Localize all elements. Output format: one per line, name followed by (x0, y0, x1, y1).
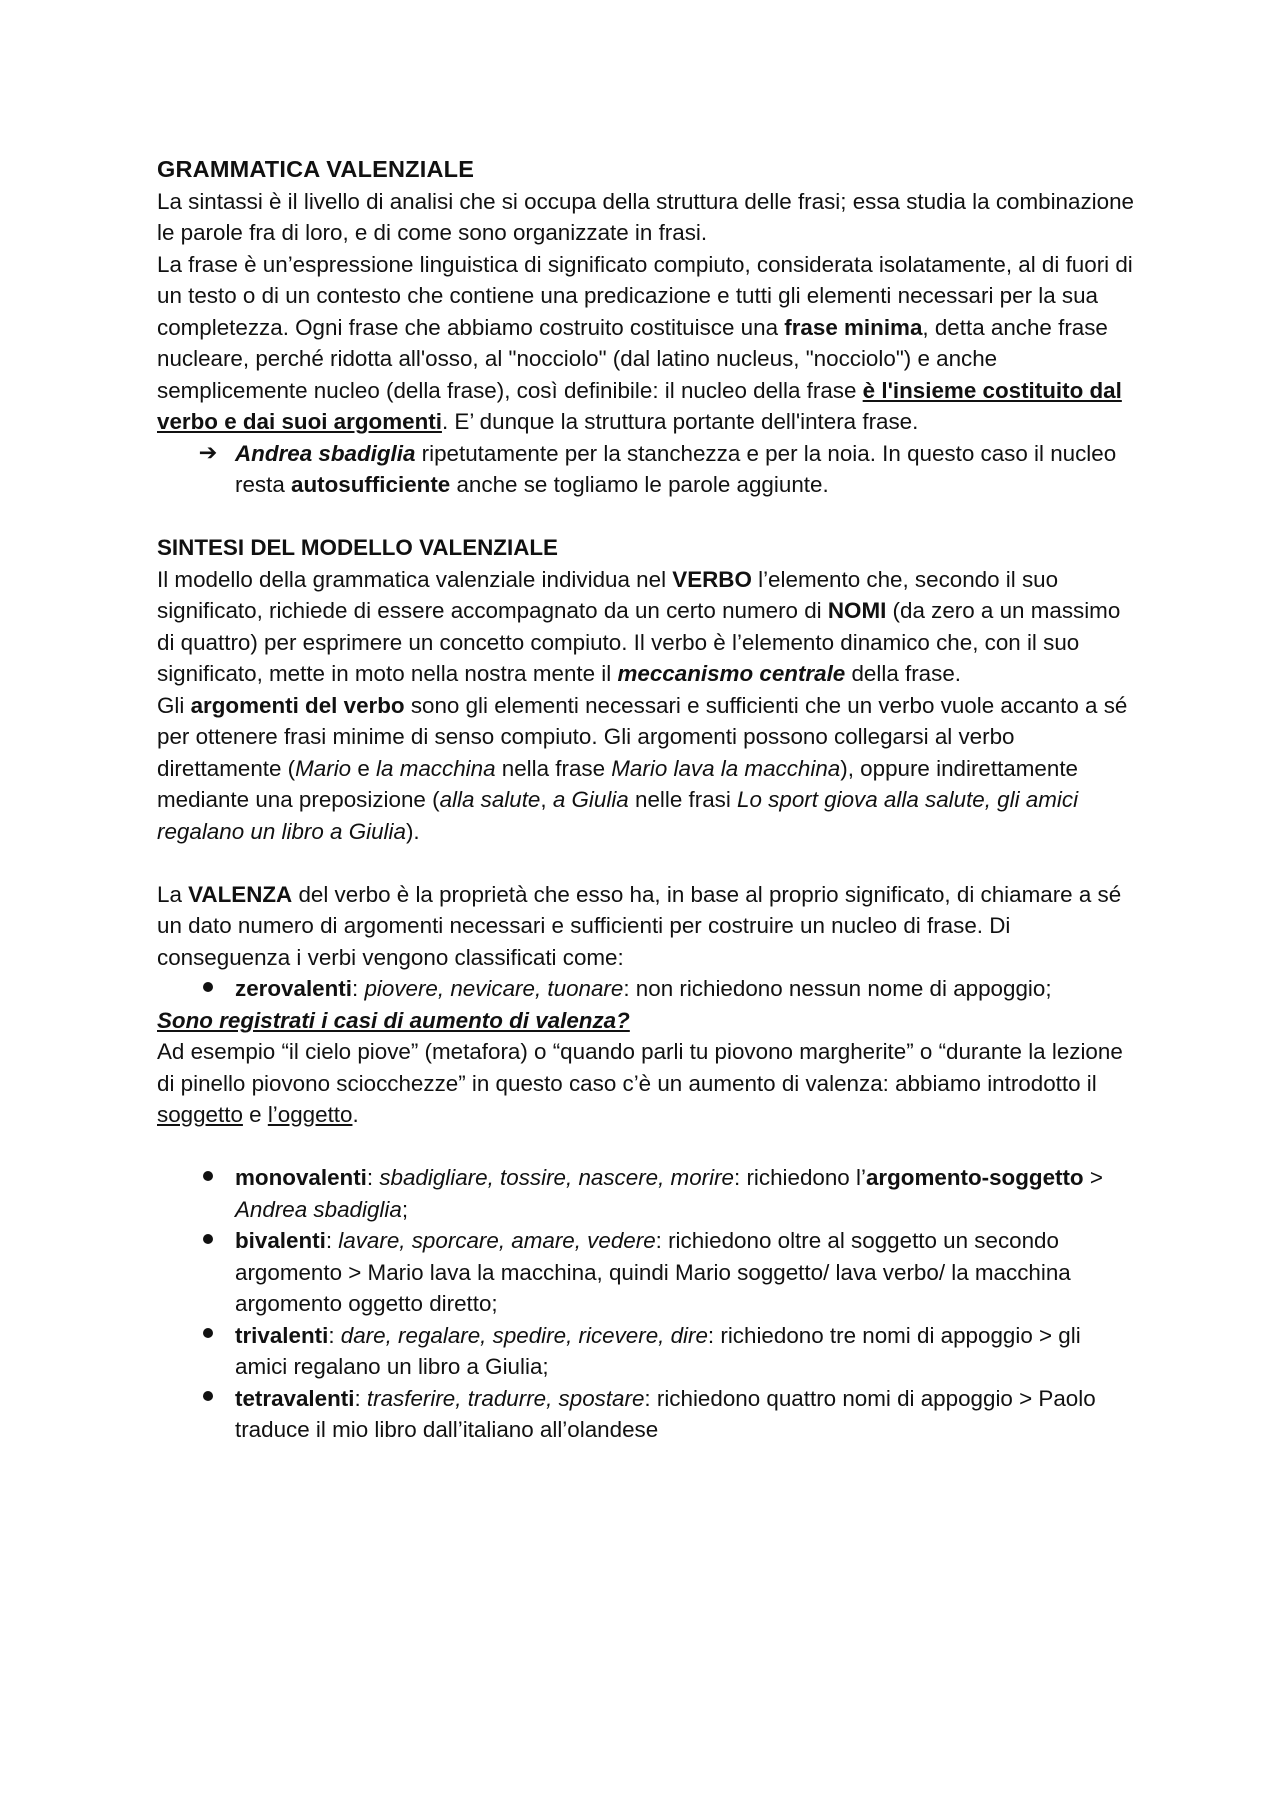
sentence-definition-paragraph: La frase è un’espressione linguistica di significato compiuto, considerata isolatamente, al di fuori di un testo o di un contesto che contiene una predicazione e tutti gli elementi necessari per la sua completezza. Ogni frase che abbiamo costruito costituisce una frase minima, detta anche frase nucleare, perché ridotta all'osso, al "nocciolo" (dal latino nucleus, "nocciolo") e anche semplicemente nucleo (della frase), così definibile: il nucleo della frase è l'insieme costituito dal verbo e dai suoi argomenti. E’ dunque la struttura portante dell'intera frase. (157, 251, 1133, 434)
bullet-icon (203, 982, 213, 992)
question-heading: Sono registrati i casi di aumento di valenza? (157, 1007, 630, 1033)
arrow-bullet-icon: ➔ (198, 439, 218, 466)
intro-paragraph: La sintassi è il livello di analisi che si occupa della struttura delle frasi; essa studia la combinazione le parole fra di loro, e di come sono organizzate in frasi. (157, 188, 1134, 245)
list-item-tetravalenti: tetravalenti: trasferire, tradurre, spostare: richiedono quattro nomi di appoggio > Paolo traduce il mio libro dall’italiano all’olandese (157, 1383, 1137, 1446)
term-frase-minima: frase minima (784, 314, 923, 340)
section-heading: SINTESI DEL MODELLO VALENZIALE (157, 535, 558, 560)
nucleus-definition: è l'insieme costituito dal verbo e dai suoi argomenti (157, 377, 1122, 434)
valency-classes-list (157, 1162, 1137, 1446)
bullet-icon (203, 1234, 213, 1244)
valency-paragraph: La VALENZA del verbo è la proprietà che esso ha, in base al proprio significato, di chiamare a sé un dato numero di argomenti necessari e sufficienti per costruire un nucleo di frase. Di conseguenza i verbi vengono classificati come: (157, 881, 1122, 970)
bullet-icon (203, 1328, 213, 1338)
zerovalent-list (157, 973, 1137, 1005)
arguments-paragraph: Gli argomenti del verbo sono gli elementi necessari e sufficienti che un verbo vuole accanto a sé per ottenere frasi minime di senso compiuto. Gli argomenti possono collegarsi al verbo direttamente (Mario e la macchina nella frase Mario lava la macchina), oppure indirettamente mediante una preposizione (alla salute, a Giulia nelle frasi Lo sport giova alla salute, gli amici regalano un libro a Giulia). (157, 692, 1128, 844)
list-item-zerovalenti: zerovalenti: piovere, nevicare, tuonare: non richiedono nessun nome di appoggio; (157, 973, 1137, 1005)
list-item-monovalenti: monovalenti: sbadigliare, tossire, nascere, morire: richiedono l’argomento-soggetto > Andrea sbadiglia; (157, 1162, 1137, 1225)
page-title: GRAMMATICA VALENZIALE (157, 156, 475, 182)
model-paragraph: Il modello della grammatica valenziale individua nel VERBO l’elemento che, secondo il suo significato, richiede di essere accompagnato da un certo numero di NOMI (da zero a un massimo di quattro) per esprimere un concetto compiuto. Il verbo è l’elemento dinamico che, con il suo significato, mette in moto nella nostra mente il meccanismo centrale della frase. (157, 566, 1121, 686)
list-item-bivalenti: bivalenti: lavare, sporcare, amare, vedere: richiedono oltre al soggetto un secondo argomento > Mario lava la macchina, quindi Mario soggetto/ lava verbo/ la macchina argomento oggetto diretto; (157, 1225, 1137, 1320)
bullet-icon (203, 1171, 213, 1181)
example-item: ➔ Andrea sbadiglia ripetutamente per la stanchezza e per la noia. In questo caso il nucleo resta autosufficiente anche se togliamo le parole aggiunte. (157, 438, 1137, 501)
valency-increase-paragraph: Ad esempio “il cielo piove” (metafora) o “quando parli tu piovono margherite” o “durante la lezione di pinello piovono sciocchezze” in questo caso c’è un aumento di valenza: abbiamo introdotto il soggetto e l’oggetto. (157, 1039, 1123, 1127)
document-page (157, 154, 1137, 1446)
bullet-icon (203, 1391, 213, 1401)
example-list (157, 438, 1137, 501)
list-item-trivalenti: trivalenti: dare, regalare, spedire, ricevere, dire: richiedono tre nomi di appoggio > gli amici regalano un libro a Giulia; (157, 1320, 1137, 1383)
